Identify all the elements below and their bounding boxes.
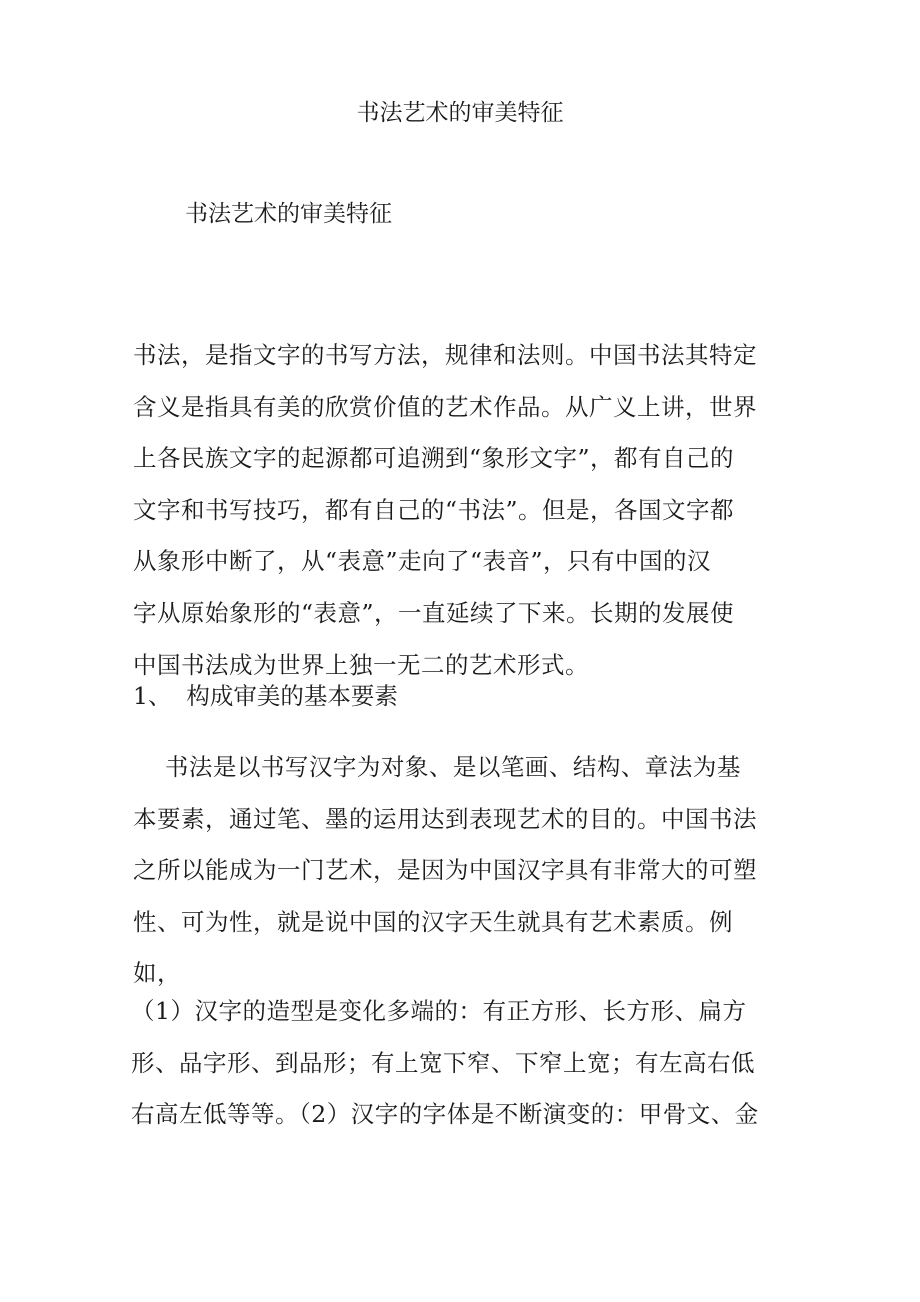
elements-paragraph: 书法是以书写汉字为对象、是以笔画、结构、章法为基 本要素，通过笔、墨的运用达到表现艺术的目的。中国书法 之所以能成为一门艺术，是因为中国汉字具有非常大的可塑 性、可为性，就是说中国的汉字天生就具有艺术素质。例 如， — [133, 753, 757, 988]
shapes-paragraph: （1）汉字的造型是变化多端的：有正方形、长方形、扁方 形、品字形、到品形；有上宽下窄、下窄上宽；有左高右低 右高左低等等。（2）汉字的字体是不断演变的：甲骨文、金 — [131, 997, 759, 1129]
document-subtitle: 书法艺术的审美特征 — [185, 201, 392, 227]
section-heading: 1、 构成审美的基本要素 — [133, 682, 398, 710]
document-title: 书法艺术的审美特征 — [356, 100, 564, 126]
intro-paragraph: 书法，是指文字的书写方法，规律和法则。中国书法其特定 含义是指具有美的欣赏价值的艺术作品。从广义上讲，世界 上各民族文字的起源都可追溯到“象形文字”，都有自己的 文字和书写技巧，都有自己的“书法”。但是，各国文字都 从象形中断了，从“表意”走向了“表音”，只有中国的汉 字从原始象形的“表意”，一直延续了下来。长期的发展使 中国书法成为世界上独一无二的艺术形式。 — [133, 341, 757, 679]
